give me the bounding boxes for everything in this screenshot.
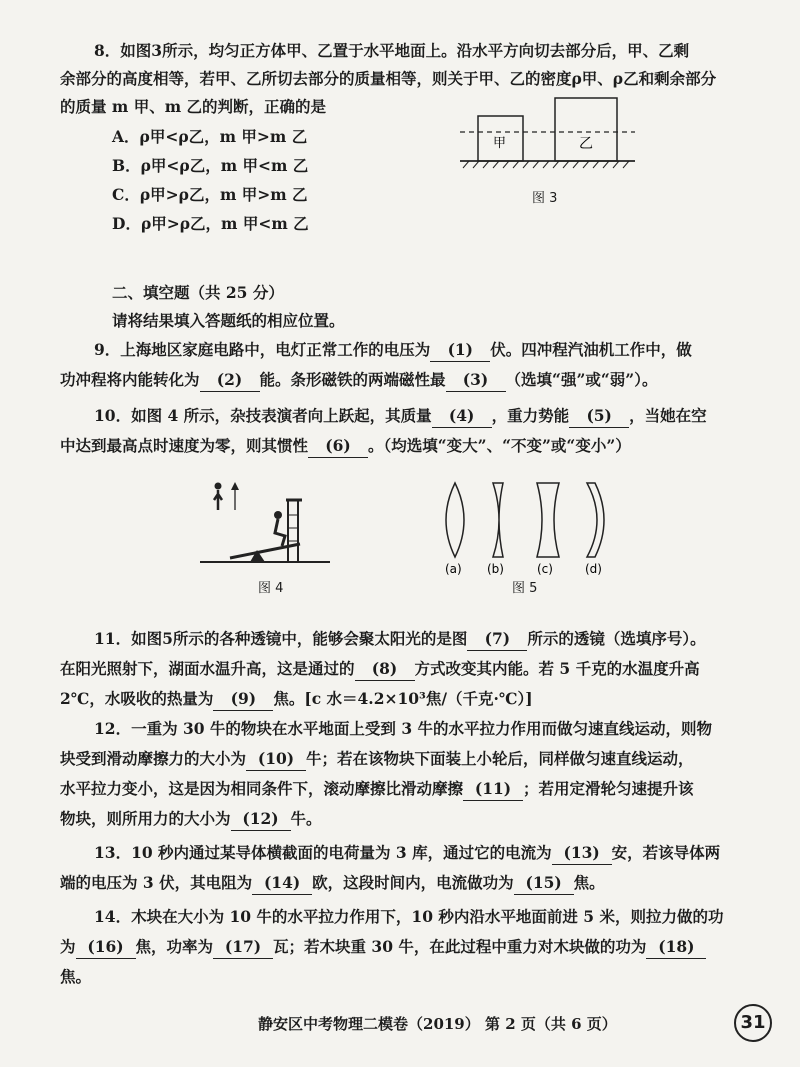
q12-line1: 12．一重为 30 牛的物块在水平地面上受到 3 牛的水平拉力作用而做匀速直线运动，则物 (94, 719, 713, 738)
q10-line1 (94, 405, 707, 428)
q10-line2 (60, 435, 631, 458)
q8-option-b: B．ρ甲<ρ乙，m 甲<m 乙 (112, 156, 309, 175)
q10-text-2: ，重力势能 (491, 406, 570, 425)
blank-5: (5) (569, 405, 629, 428)
blank-8: (8) (355, 658, 415, 681)
q9-line1 (94, 339, 692, 362)
q14-line3: 焦。 (60, 967, 92, 986)
section-title: 二、填空题（共 25 分） (112, 283, 284, 302)
blank-10: (10) (246, 748, 306, 771)
q8-option-a: A．ρ甲<ρ乙，m 甲>m 乙 (112, 127, 308, 146)
blank-7: (7) (467, 628, 527, 651)
blank-3: (3) (446, 369, 506, 392)
q14-line2 (60, 936, 706, 959)
lens-a-label: (a) (445, 562, 462, 576)
q10-text-1: 10．如图 4 所示，杂技表演者向上跃起，其质量 (94, 406, 432, 425)
lens-d (587, 483, 604, 557)
blank-9: (9) (213, 688, 273, 711)
q13-line2 (60, 872, 605, 895)
q13-text-5: 焦。 (573, 873, 605, 892)
figure-4-label: 图 4 (258, 581, 284, 596)
q8-option-c: C．ρ甲>ρ乙，m 甲>m 乙 (112, 185, 308, 204)
lens-b (493, 483, 503, 557)
q10-text-5: 。（均选填“变大”、“不变”或“变小”） (368, 436, 631, 455)
q13-text-1: 13．10 秒内通过某导体横截面的电荷量为 3 库，通过它的电流为 (94, 843, 552, 862)
blank-2: (2) (200, 369, 260, 392)
blank-11: (11) (463, 778, 523, 801)
q12-text-7: 牛。 (290, 809, 322, 828)
figure-3-label: 图 3 (532, 191, 558, 206)
q11-text-2: 所示的透镜（选填序号）。 (527, 629, 706, 648)
board (230, 544, 300, 558)
q12-line3 (60, 778, 694, 801)
q11-line3 (60, 688, 533, 711)
q14-text-2: 为 (60, 937, 76, 956)
q10-text-3: ，当她在空 (629, 406, 707, 425)
q14-text-4: 瓦；若木块重 30 牛，在此过程中重力对木块做的功为 (273, 937, 647, 956)
lens-c-label: (c) (537, 562, 553, 576)
q9-text-3: 功冲程将内能转化为 (60, 370, 200, 389)
q11-line2 (60, 658, 700, 681)
lens-a (446, 483, 464, 557)
q13-text-3: 端的电压为 3 伏，其电阻为 (60, 873, 253, 892)
q8-line2: 余部分的高度相等，若甲、乙所切去部分的质量相等，则关于甲、乙的密度ρ甲、ρ乙和剩余部分 (60, 69, 717, 88)
figure-5 (425, 475, 625, 585)
q9-text-4: 能。条形磁铁的两端磁性最 (259, 370, 446, 389)
q11-text-6: 焦。[c 水＝4.2×10³焦/（千克·℃）] (273, 689, 533, 708)
blank-12: (12) (231, 808, 291, 831)
q11-text-5: 2℃，水吸收的热量为 (60, 689, 214, 708)
circled-page-number: 31 (734, 1004, 772, 1042)
q8-option-d: D．ρ甲>ρ乙，m 甲<m 乙 (112, 214, 309, 233)
q11-text-3: 在阳光照射下，湖面水温升高，这是通过的 (60, 659, 355, 678)
q12-text-2: 块受到滑动摩擦力的大小为 (60, 749, 247, 768)
page-footer: 静安区中考物理二模卷（2019） 第 2 页（共 6 页） (258, 1015, 617, 1033)
blank-17: (17) (213, 936, 273, 959)
q8-line1: 8．如图3所示，均匀正方体甲、乙置于水平地面上。沿水平方向切去部分后，甲、乙剩 (94, 41, 690, 60)
figure-5-label: 图 5 (512, 581, 538, 596)
blank-13: (13) (552, 842, 612, 865)
figure-3 (455, 92, 640, 187)
lens-c (537, 483, 559, 557)
q13-text-2: 安，若该导体两 (611, 843, 721, 862)
blank-14: (14) (252, 872, 312, 895)
q9-text-1: 9．上海地区家庭电路中，电灯正常工作的电压为 (94, 340, 431, 359)
q13-line1 (94, 842, 720, 865)
q11-text-4: 方式改变其内能。若 5 千克的水温度升高 (414, 659, 700, 678)
blank-15: (15) (514, 872, 574, 895)
q9-text-2: 伏。四冲程汽油机工作中，做 (490, 340, 692, 359)
section-instruction: 请将结果填入答题纸的相应位置。 (112, 311, 345, 330)
q12-line2 (60, 748, 694, 771)
q12-text-6: 物块，则所用力的大小为 (60, 809, 231, 828)
blank-18: (18) (646, 936, 706, 959)
q12-text-5: ；若用定滑轮匀速提升该 (523, 779, 694, 798)
lens-b-label: (b) (487, 562, 504, 576)
q11-text-1: 11．如图5所示的各种透镜中，能够会聚太阳光的是图 (94, 629, 468, 648)
performer-head (215, 483, 222, 490)
q10-text-4: 中达到最高点时速度为零，则其惯性 (60, 436, 309, 455)
q11-line1 (94, 628, 706, 651)
blank-4: (4) (432, 405, 492, 428)
label-jia: 甲 (493, 136, 507, 151)
label-yi: 乙 (579, 136, 593, 152)
blank-1: (1) (430, 339, 490, 362)
blank-6: (6) (308, 435, 368, 458)
q8-line3: 的质量 m 甲、m 乙的判断，正确的是 (60, 97, 326, 116)
q13-text-4: 欧，这段时间内，电流做功为 (312, 873, 514, 892)
person-head (274, 511, 282, 519)
lens-d-label: (d) (585, 562, 602, 576)
q12-text-4: 水平拉力变小，这是因为相同条件下，滚动摩擦比滑动摩擦 (60, 779, 464, 798)
q9-text-5: （选填“强”或“弱”）。 (505, 370, 658, 389)
q9-line2 (60, 369, 657, 392)
q12-text-3: 牛；若在该物块下面装上小轮后，同样做匀速直线运动， (306, 749, 694, 768)
q14-text-3: 焦，功率为 (135, 937, 214, 956)
figure-4 (190, 470, 340, 570)
blank-16: (16) (76, 936, 136, 959)
q14-line1: 14．木块在大小为 10 牛的水平拉力作用下，10 秒内沿水平地面前进 5 米，则拉力做的功 (94, 907, 724, 926)
q12-line4 (60, 808, 322, 831)
